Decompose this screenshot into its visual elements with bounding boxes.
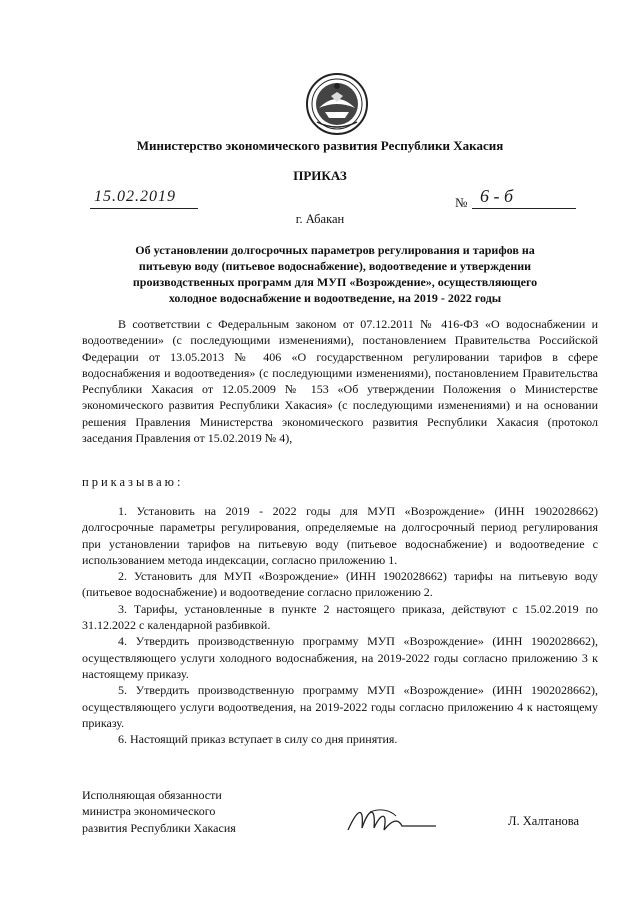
signer-position xyxy=(82,787,236,836)
date-field xyxy=(90,188,198,209)
order-item: 6. Настоящий приказ вступает в силу со дня принятия. xyxy=(118,732,398,747)
order-item: 1. Установить на 2019 - 2022 годы для МУП «Возрождение» (ИНН 1902028662) долгосрочные параметры регулирования, определяемые на долгосрочный период регулирования при установлении тарифов на питьевую воду (питьевое водоснабжение) и водоотведение с использованием метода индексации, согласно приложению 1. xyxy=(82,504,598,567)
signature-icon xyxy=(340,800,440,840)
order-item: 5. Утвердить производственную программу МУП «Возрождение» (ИНН 1902028662), осуществляющего услуги водоотведения, на 2019-2022 годы согласно приложению 4 к настоящему приказу. xyxy=(82,683,598,730)
signer-position-line: министра экономического xyxy=(82,804,216,819)
decree-word: приказываю: xyxy=(82,475,184,489)
heading-line: Об установлении долгосрочных параметров регулирования и тарифов на xyxy=(135,243,535,257)
order-item: 3. Тарифы, установленные в пункте 2 настоящего приказа, действуют с 15.02.2019 по 31.12.2022 с календарной разбивкой. xyxy=(82,601,598,633)
order-heading xyxy=(100,242,570,306)
coat-of-arms-icon xyxy=(305,72,369,136)
document-type: ПРИКАЗ xyxy=(293,168,347,183)
signer-position-line: развития Республики Хакасия xyxy=(82,820,236,835)
heading-line: холодное водоснабжение и водоотведение, на 2019 - 2022 годы xyxy=(168,291,502,305)
number-field xyxy=(472,188,576,209)
order-item: 2. Установить для МУП «Возрождение» (ИНН 1902028662) тарифы на питьевую воду (питьевое водоснабжение) и водоотведение согласно приложению 2. xyxy=(82,569,598,600)
order-item: 4. Утвердить производственную программу МУП «Возрождение» (ИНН 1902028662), осуществляющего услуги холодного водоснабжения, на 2019-2022 годы согласно приложению 3 к настоящему приказу. xyxy=(82,634,598,681)
heading-line: производственных программ для МУП «Возрождение», осуществляющего xyxy=(132,275,538,289)
order-number: 6 - б xyxy=(480,186,514,206)
signer-name: Л. Халтанова xyxy=(508,814,580,828)
ministry-name: Министерство экономического развития Республики Хакасия xyxy=(136,138,504,153)
city: г. Абакан xyxy=(295,212,345,226)
heading-line: питьевую воду (питьевое водоснабжение), водоотведение и утверждении xyxy=(138,259,532,273)
order-date: 15.02.2019 xyxy=(94,188,176,205)
preamble: В соответствии с Федеральным законом от 07.12.2011 № 416-ФЗ «О водоснабжении и водоотведении» (с последующими изменениями), постановлением Правительства Российской Федерации от 13.05.2013 № 406 «О государственном регулировании тарифов в сфере водоснабжения и водоотведения» (с последующими изменениями), постановлением Правительства Республики Хакасия от 12.05.2009 № 153 «Об утверждении Положения о Министерстве экономического развития Республики Хакасия» (с последующими изменениями) и на основании решения Правления Министерства экономического развития Республики Хакасия (протокол заседания Правления от 15.02.2019 № 4), xyxy=(82,317,598,446)
order-items xyxy=(82,503,598,747)
number-sign: № xyxy=(455,195,468,210)
signer-position-line: Исполняющая обязанности xyxy=(82,788,222,802)
